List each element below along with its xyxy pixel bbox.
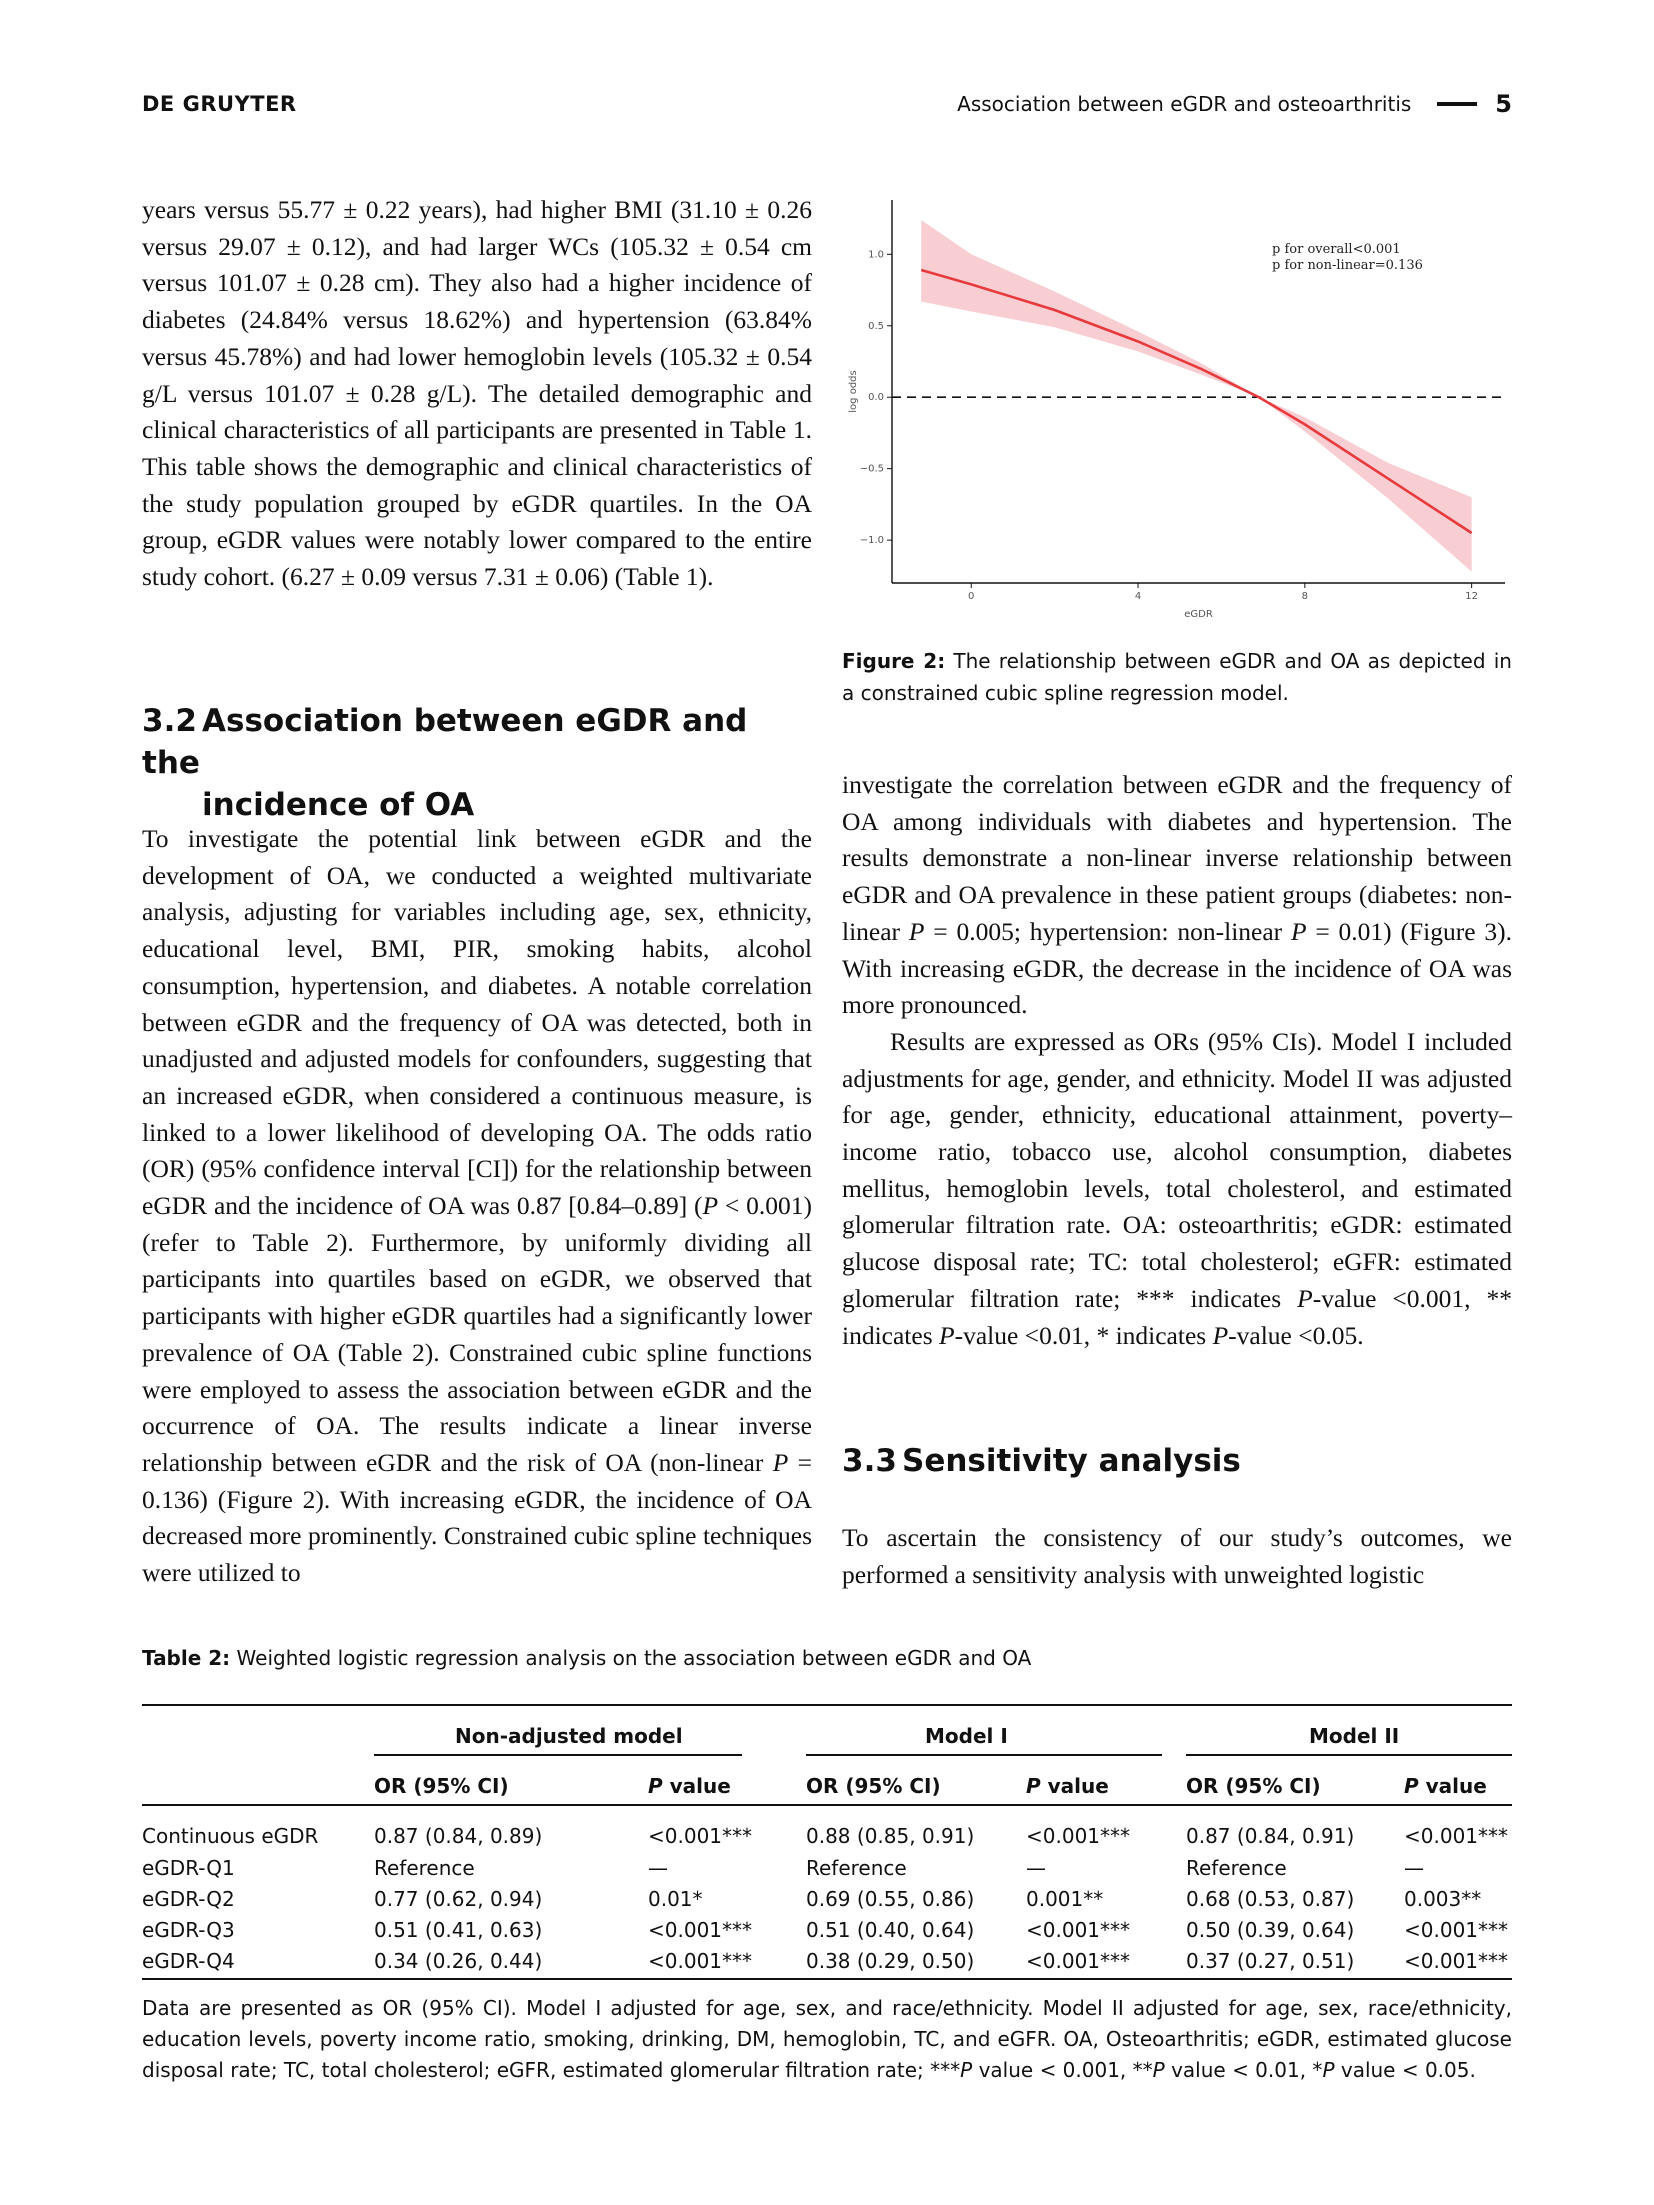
figure-caption bbox=[842, 645, 1512, 709]
left-paragraph-2 bbox=[142, 821, 812, 1592]
header-dash bbox=[1437, 102, 1477, 106]
chart-annotation: p for overall<0.001 bbox=[1272, 242, 1401, 257]
italic-p: P bbox=[1152, 2058, 1165, 2082]
table-cell: 0.34 (0.26, 0.44) bbox=[374, 1949, 543, 1973]
table-bottom-rule bbox=[142, 1978, 1512, 1980]
left-paragraph-1 bbox=[142, 192, 812, 596]
table-cell: 0.68 (0.53, 0.87) bbox=[1186, 1887, 1355, 1911]
caption-label: Figure 2: bbox=[842, 649, 946, 673]
group-rule-model-ii bbox=[1186, 1754, 1512, 1756]
text-run: Data are presented as OR (95% CI). Model I adjusted for age, sex, and race/ethnicity. Model II adjusted for age, sex, race/ethnicity, education levels, poverty income ratio, smoking, drinking, DM, hemoglobin, TC, and eGFR. OA, Osteoarthritis; eGDR, estimated glucose disposal rate; TC, total cholesterol; eGFR, estimated glomerular filtration rate; *** bbox=[142, 1996, 1512, 2082]
table-cell: <0.001*** bbox=[1026, 1918, 1131, 1942]
spline-chart bbox=[842, 195, 1512, 625]
y-tick-label: 0.0 bbox=[868, 392, 884, 404]
row-label: eGDR-Q2 bbox=[142, 1887, 235, 1911]
group-rule-model-i bbox=[806, 1754, 1162, 1756]
text-run: value bbox=[1040, 1774, 1109, 1798]
italic-p: P bbox=[1290, 916, 1307, 946]
table-cell: 0.50 (0.39, 0.64) bbox=[1186, 1918, 1355, 1942]
table-cell: <0.001*** bbox=[648, 1824, 753, 1848]
figure-2 bbox=[842, 195, 1512, 625]
chart-annotation: p for non-linear=0.136 bbox=[1272, 258, 1423, 273]
x-tick-label: 8 bbox=[1301, 591, 1309, 602]
italic-p: P bbox=[960, 2058, 973, 2082]
table-cell: — bbox=[648, 1856, 668, 1880]
x-axis-label: eGDR bbox=[1184, 609, 1213, 620]
table-cell: <0.001*** bbox=[648, 1918, 753, 1942]
y-tick-label: −1.0 bbox=[859, 535, 884, 547]
paragraph-text: To ascertain the consistency of our study’s outcomes, we performed a sensitivity analysis with unweighted logistic bbox=[842, 1523, 1512, 1589]
y-tick-label: 1.0 bbox=[868, 249, 884, 261]
text-run: = 0.01) (Figure 3). With increasing eGDR, the decrease in the incidence of OA was more pronounced. bbox=[842, 916, 1512, 1020]
table-cell: 0.01* bbox=[648, 1887, 703, 1911]
table-footnote bbox=[142, 1993, 1512, 2086]
italic-p: P bbox=[1322, 2058, 1335, 2082]
text-run: investigate the correlation between eGDR and the frequency of OA among individuals with diabetes and hypertension. The results demonstrate a non-linear inverse relationship between eGDR and OA prevalence in these patient groups (diabetes: non-linear bbox=[842, 770, 1512, 946]
text-run: value < 0.001, ** bbox=[972, 2058, 1153, 2082]
italic-p: P bbox=[702, 1191, 719, 1221]
x-tick-label: 4 bbox=[1134, 591, 1142, 602]
text-run: -value <0.05. bbox=[1228, 1320, 1364, 1350]
table-cell: 0.38 (0.29, 0.50) bbox=[806, 1949, 975, 1973]
subheader-p bbox=[1404, 1774, 1487, 1798]
italic-p: P bbox=[1404, 1774, 1419, 1798]
subheader-p bbox=[648, 1774, 731, 1798]
running-header bbox=[957, 90, 1512, 118]
italic-p: P bbox=[772, 1447, 789, 1477]
text-run: value < 0.05. bbox=[1334, 2058, 1476, 2082]
table-cell: — bbox=[1404, 1856, 1424, 1880]
text-run: -value <0.001, ** indicates bbox=[842, 1283, 1513, 1350]
row-label: Continuous eGDR bbox=[142, 1824, 319, 1848]
table-cell: 0.69 (0.55, 0.86) bbox=[806, 1887, 975, 1911]
table-header-rule bbox=[142, 1804, 1512, 1806]
section-3-2-heading bbox=[142, 700, 812, 826]
subheader-p bbox=[1026, 1774, 1109, 1798]
text-run: -value <0.01, * indicates bbox=[954, 1320, 1213, 1350]
table-cell: 0.001** bbox=[1026, 1887, 1104, 1911]
group-rule-non-adjusted bbox=[374, 1754, 742, 1756]
section-title: Sensitivity analysis bbox=[902, 1443, 1241, 1479]
text-run: value bbox=[662, 1774, 731, 1798]
publisher-name: DE GRUYTER bbox=[142, 92, 297, 116]
table-cell: <0.001*** bbox=[1404, 1824, 1509, 1848]
table-cell: Reference bbox=[1186, 1856, 1287, 1880]
group-header-model-ii: Model II bbox=[1309, 1724, 1400, 1748]
row-label: eGDR-Q1 bbox=[142, 1856, 235, 1880]
table-cell: 0.87 (0.84, 0.91) bbox=[1186, 1824, 1355, 1848]
group-header-model-i: Model I bbox=[925, 1724, 1008, 1748]
italic-p: P bbox=[1212, 1320, 1229, 1350]
table-cell: <0.001*** bbox=[1404, 1918, 1509, 1942]
table-cell: 0.003** bbox=[1404, 1887, 1482, 1911]
row-label: eGDR-Q3 bbox=[142, 1918, 235, 1942]
y-tick-label: −0.5 bbox=[859, 463, 884, 475]
right-paragraphs bbox=[842, 767, 1512, 1354]
section-number: 3.3 bbox=[842, 1443, 897, 1479]
subheader-or: OR (95% CI) bbox=[806, 1774, 941, 1798]
x-tick-label: 12 bbox=[1465, 591, 1479, 602]
table-caption bbox=[142, 1646, 1031, 1670]
paragraph-text bbox=[842, 767, 1512, 1024]
caption-text: The relationship between eGDR and OA as depicted in a constrained cubic spline regression model. bbox=[842, 649, 1512, 705]
italic-p: P bbox=[648, 1774, 663, 1798]
subheader-or: OR (95% CI) bbox=[374, 1774, 509, 1798]
table-top-rule bbox=[142, 1704, 1512, 1706]
text-run: value < 0.01, * bbox=[1164, 2058, 1323, 2082]
table-cell: Reference bbox=[806, 1856, 907, 1880]
text-run: Results are expressed as ORs (95% CIs). Model I included adjustments for age, gender, and ethnicity. Model II was adjusted for age, gender, ethnicity, educational attainment, poverty–income ratio, tobacco use, alcohol consumption, diabetes mellitus, hemoglobin levels, total cholesterol, and estimated glomerular filtration rate. OA: osteoarthritis; eGDR: estimated glucose disposal rate; TC: total cholesterol; eGFR: estimated glomerular filtration rate; *** indicates bbox=[842, 1026, 1512, 1313]
table-cell: 0.88 (0.85, 0.91) bbox=[806, 1824, 975, 1848]
text-run: < 0.001) (refer to Table 2). Furthermore, by uniformly dividing all participants into quartiles based on eGDR, we observed that participants with higher eGDR quartiles had a significantly lower prevalence of OA (Table 2). Constrained cubic spline functions were employed to assess the association between eGDR and the occurrence of OA. The results indicate a linear inverse relationship between eGDR and the risk of OA (non-linear bbox=[142, 1191, 812, 1477]
row-label: eGDR-Q4 bbox=[142, 1949, 235, 1973]
italic-p: P bbox=[939, 1320, 955, 1350]
page-number: 5 bbox=[1495, 90, 1512, 118]
table-cell: 0.87 (0.84, 0.89) bbox=[374, 1824, 543, 1848]
text-run: = 0.005; hypertension: non-linear bbox=[924, 916, 1291, 946]
text-run: = 0.136) (Figure 2). With increasing eGDR, the incidence of OA decreased more prominently. Constrained cubic spline techniques were utilized to bbox=[142, 1447, 812, 1588]
italic-p: P bbox=[1026, 1774, 1041, 1798]
table-cell: 0.77 (0.62, 0.94) bbox=[374, 1887, 543, 1911]
text-run: value bbox=[1418, 1774, 1487, 1798]
y-axis-label: log odds bbox=[848, 370, 859, 413]
table-cell: — bbox=[1026, 1856, 1046, 1880]
running-title: Association between eGDR and osteoarthritis bbox=[957, 92, 1412, 116]
paragraph-text: years versus 55.77 ± 0.22 years), had higher BMI (31.10 ± 0.26 versus 29.07 ± 0.12), and had larger WCs (105.32 ± 0.54 cm versus 101.07 ± 0.28 cm). They also had a higher incidence of diabetes (24.84% versus 18.62%) and hypertension (63.84% versus 45.78%) and had lower hemoglobin levels (105.32 ± 0.54 g/L versus 101.07 ± 0.28 g/L). The detailed demographic and clinical characteristics of all participants are presented in Table 1. This table shows the demographic and clinical characteristics of the study population grouped by eGDR quartiles. In the OA group, eGDR values were notably lower compared to the entire study cohort. (6.27 ± 0.09 versus 7.31 ± 0.06) (Table 1). bbox=[142, 195, 812, 592]
subheader-or: OR (95% CI) bbox=[1186, 1774, 1321, 1798]
group-header-non-adjusted: Non-adjusted model bbox=[455, 1724, 683, 1748]
section-number: 3.2 bbox=[142, 703, 197, 739]
section-3-3-heading bbox=[842, 1440, 1512, 1482]
table-cell: <0.001*** bbox=[648, 1949, 753, 1973]
paragraph-text bbox=[142, 821, 812, 1592]
table-cell: <0.001*** bbox=[1026, 1824, 1131, 1848]
right-paragraph-3 bbox=[842, 1520, 1512, 1593]
italic-p: P bbox=[908, 916, 925, 946]
table-cell: 0.37 (0.27, 0.51) bbox=[1186, 1949, 1355, 1973]
table-cell: <0.001*** bbox=[1404, 1949, 1509, 1973]
table-cell: Reference bbox=[374, 1856, 475, 1880]
table-cell: <0.001*** bbox=[1026, 1949, 1131, 1973]
paragraph-text bbox=[842, 1024, 1512, 1354]
caption-label: Table 2: bbox=[142, 1646, 231, 1670]
italic-p: P bbox=[1297, 1283, 1313, 1313]
text-run: To investigate the potential link between eGDR and the development of OA, we conducted a weighted multivariate analysis, adjusting for variables including age, sex, ethnicity, educational level, BMI, PIR, smoking habits, alcohol consumption, hypertension, and diabetes. A notable correlation between eGDR and the frequency of OA was detected, both in unadjusted and adjusted models for confounders, suggesting that an increased eGDR, when considered a continuous measure, is linked to a lower likelihood of developing OA. The odds ratio (OR) (95% confidence interval [CI]) for the relationship between eGDR and the incidence of OA was 0.87 [0.84–0.89] ( bbox=[142, 824, 812, 1221]
section-title-line-2: incidence of OA bbox=[202, 787, 475, 823]
table-cell: 0.51 (0.41, 0.63) bbox=[374, 1918, 543, 1942]
x-tick-label: 0 bbox=[968, 591, 975, 602]
y-tick-label: 0.5 bbox=[868, 320, 884, 332]
table-cell: 0.51 (0.40, 0.64) bbox=[806, 1918, 975, 1942]
section-title-line-1: Association between eGDR and the bbox=[142, 703, 748, 781]
caption-text: Weighted logistic regression analysis on the association between eGDR and OA bbox=[230, 1646, 1032, 1670]
